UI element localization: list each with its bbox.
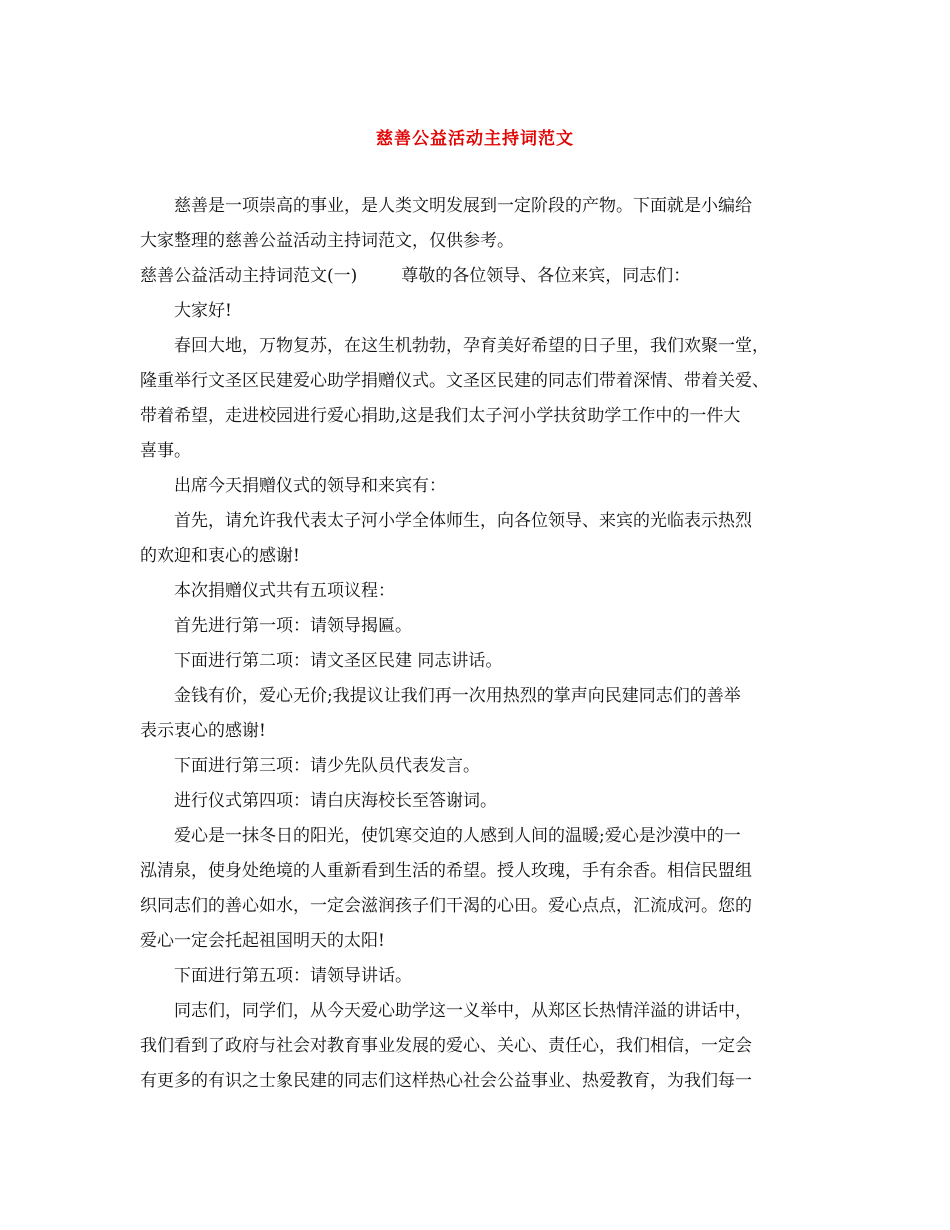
paragraph-line: 慈善是一项崇高的事业，是人类文明发展到一定阶段的产物。下面就是小编给 — [174, 196, 752, 216]
paragraph-line: 春回大地，万物复苏，在这生机勃勃，孕育美好希望的日子里，我们欢聚一堂， — [174, 336, 769, 356]
paragraph-line: 下面进行第五项：请领导讲话。 — [174, 966, 412, 986]
salutation: 尊敬的各位领导、各位来宾，同志们： — [401, 266, 691, 286]
paragraph-line: 大家整理的慈善公益活动主持词范文，仅供参考。 — [140, 231, 514, 251]
paragraph-line: 带着希望，走进校园进行爱心捐助,这是我们太子河小学扶贫助学工作中的一件大 — [140, 406, 741, 426]
paragraph-line: 织同志们的善心如水，一定会滋润孩子们干渴的心田。爱心点点，汇流成河。您的 — [140, 896, 752, 916]
paragraph-line: 我们看到了政府与社会对教育事业发展的爱心、关心、责任心，我们相信，一定会 — [140, 1036, 752, 1056]
section-heading: 慈善公益活动主持词范文(一) — [140, 266, 358, 286]
paragraph-line: 的欢迎和衷心的感谢! — [140, 546, 300, 566]
document-title: 慈善公益活动主持词范文 — [376, 129, 574, 149]
paragraph-line: 爱心是一抹冬日的阳光，使饥寒交迫的人感到人间的温暖;爱心是沙漠中的一 — [174, 826, 741, 846]
paragraph-line: 有更多的有识之士象民建的同志们这样热心社会公益事业、热爱教育，为我们每一 — [140, 1071, 752, 1091]
paragraph-line: 表示衷心的感谢! — [140, 721, 266, 741]
paragraph-line: 泓清泉，使身处绝境的人重新看到生活的希望。授人玫瑰，手有余香。相信民盟组 — [140, 861, 752, 881]
paragraph-line: 爱心一定会托起祖国明天的太阳! — [140, 931, 385, 951]
paragraph-line: 同志们，同学们，从今天爱心助学这一义举中，从郑区长热情洋溢的讲话中， — [174, 1001, 752, 1021]
paragraph-line: 下面进行第三项：请少先队员代表发言。 — [174, 756, 480, 776]
paragraph-line: 首先进行第一项：请领导揭匾。 — [174, 616, 412, 636]
paragraph-line: 隆重举行文圣区民建爱心助学捐赠仪式。文圣区民建的同志们带着深情、带着关爱、 — [140, 371, 769, 391]
paragraph-line: 金钱有价，爱心无价;我提议让我们再一次用热烈的掌声向民建同志们的善举 — [174, 686, 741, 706]
paragraph-line: 大家好! — [174, 301, 232, 321]
paragraph-line: 出席今天捐赠仪式的领导和来宾有： — [174, 476, 446, 496]
paragraph-line — [140, 265, 690, 287]
paragraph-line: 下面进行第二项：请文圣区民建 同志讲话。 — [174, 651, 503, 671]
paragraph-line: 首先，请允许我代表太子河小学全体师生，向各位领导、来宾的光临表示热烈 — [174, 511, 752, 531]
paragraph-line: 本次捐赠仪式共有五项议程： — [174, 581, 395, 601]
paragraph-line: 进行仪式第四项：请白庆海校长至答谢词。 — [174, 791, 497, 811]
paragraph-line: 喜事。 — [140, 441, 191, 461]
